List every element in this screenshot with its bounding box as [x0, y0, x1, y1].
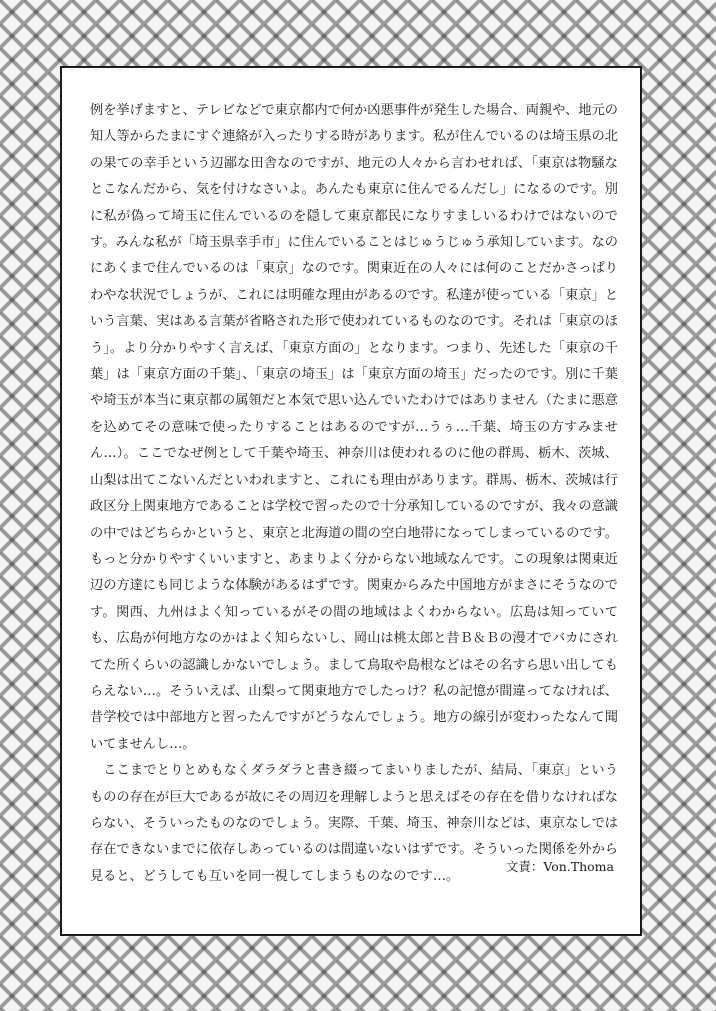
paragraph-1: 例を挙げますと、テレビなどで東京都内で何か凶悪事件が発生した場合、両親や、地元の知人等からたまにすぐ連絡が入ったりする時があります。私が住んでいるのは埼玉県の北の果ての幸手という辺鄙な田舎なのですが、地元の人々から言わせれば、「東京は物騒なとこなんだから、気を付けなさいよ。あんたも東京に住んでるんだし」になるのです。別に私が偽って埼玉に住んでいるのを隠して東京都民になりすましいるわけではないのです。みんな私が「埼玉県幸手市」に住んでいることはじゅうじゅう承知しています。なのにあくまで住んでいるのは「東京」なのです。関東近在の人々には何のことだかさっぱりわやな状況でしょうが、これには明確な理由があるのです。私達が使っている「東京」という言葉、実はある言葉が省略された形で使われているものなのです。それは「東京のほう」。より分かりやすく言えば、「東京方面の」となります。つまり、先述した「東京の千葉」は「東京方面の千葉」、「東京の埼玉」は「東京方面の埼玉」だったのです。別に千葉や埼玉が本当に東京都の属領だと本気で思い込んでいたわけではありません（たまに悪意を込めてその意味で使ったりすることはあるのですが…うぅ…千葉、埼玉の方すみません…）。ここでなぜ例として千葉や埼玉、神奈川は使われるのに他の群馬、栃木、茨城、山梨は出てこないんだといわれますと、これにも理由があります。群馬、栃木、茨城は行政区分上関東地方であることは学校で習ったので十分承知しているのですが、我々の意識の中ではどちらかというと、東京と北海道の間の空白地帯になってしまっているのです。もっと分かりやすくいいますと、あまりよく分からない地域なんです。この現象は関東近辺の方達にも同じような体験があるはずです。関東からみた中国地方がまさにそうなのです。関西、九州はよく知っているがその間の地域はよくわからない。広島は知っていても、広島が何地方なのかはよく知らないし、岡山は桃太郎と昔Ｂ＆Ｂの漫才でバカにされてた所くらいの認識しかないでしょう。まして鳥取や島根などはその名すら思い出してもらえない…。そういえば、山梨って関東地方でしたっけ？私の記憶が間違ってなければ、昔学校では中部地方と習ったんですがどうなんでしょう。地方の線引が変わったなんて聞いてませんし…。	[90, 103, 618, 752]
paragraph-2: ここまでとりとめもなくダラダラと書き綴ってまいりましたが、結局、「東京」というものの存在が巨大であるが故にその周辺を理解しようと思えばその存在を借りなければならない、そういったものなのでしょう。実際、千葉、埼玉、神奈川などは、東京なしでは存在できないまでに依存しあっているのは間違いないはずです。そういった関係を外から見ると、どうしても互いを同一視してしまうものなのです…。	[90, 763, 618, 884]
author-credit: 文責：Von.Thoma	[505, 859, 614, 874]
body-text	[90, 98, 618, 890]
text-frame	[60, 66, 642, 936]
